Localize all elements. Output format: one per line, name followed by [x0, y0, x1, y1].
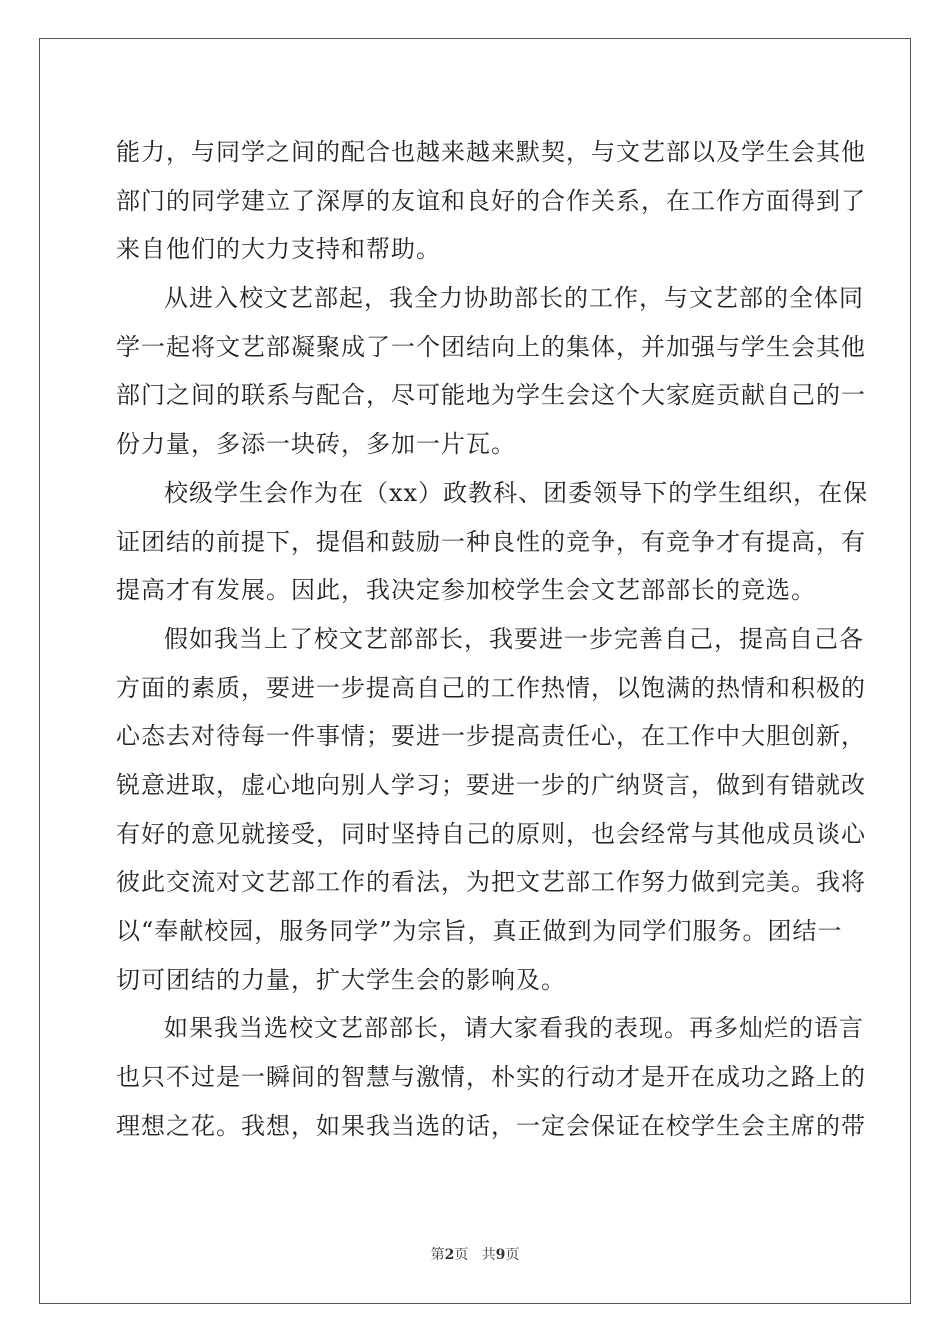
- paragraph-first-line: 从进入校文艺部起，我全力协助部长的工作，与文艺部的全体同: [164, 284, 864, 313]
- text-line: 部门之间的联系与配合，尽可能地为学生会这个大家庭贡献自己的一: [116, 381, 866, 410]
- document-body: [116, 128, 869, 1150]
- text-line: 能力，与同学之间的配合也越来越来默契，与文艺部以及学生会其他: [116, 138, 866, 166]
- text-line: 有好的意见就接受，同时坚持自己的原则，也会经常与其他成员谈心: [116, 819, 866, 848]
- text-line: 也只不过是一瞬间的智慧与激情，朴实的行动才是开在成功之路上的: [116, 1063, 866, 1092]
- text-line: 彼此交流对文艺部工作的看法，为把文艺部工作努力做到完美。我将: [116, 868, 866, 897]
- text-line: 以“奉献校园，服务同学”为宗旨，真正做到为同学们服务。团结一: [116, 917, 843, 945]
- total-pages: 9: [495, 1247, 506, 1263]
- text-line: 学一起将文艺部凝聚成了一个团结向上的集体，并加强与学生会其他: [116, 332, 866, 361]
- text-line: 理想之花。我想，如果我当选的话，一定会保证在校学生会主席的带: [116, 1111, 866, 1140]
- paragraph-first-line: 校级学生会作为在（xx）政教科、团委领导下的学生组织，在保: [164, 478, 869, 507]
- page-footer: [0, 1244, 950, 1264]
- paragraph-first-line: 如果我当选校文艺部部长，请大家看我的表现。再多灿烂的语言: [164, 1014, 864, 1043]
- text-line: 切可团结的力量，扩大学生会的影响及。: [116, 965, 566, 994]
- text-line: 份力量，多添一块砖，多加一片瓦。: [116, 430, 516, 459]
- text-line: 来自他们的大力支持和帮助。: [116, 235, 441, 264]
- page-number: 2: [444, 1247, 455, 1263]
- page-label-suffix: 页: [454, 1247, 469, 1263]
- total-label-prefix: 共: [481, 1247, 496, 1263]
- text-line: 心态去对待每一件事情；要进一步提高责任心，在工作中大胆创新，: [116, 722, 866, 751]
- text-line: 方面的素质，要进一步提高自己的工作热情，以饱满的热情和积极的: [116, 673, 866, 702]
- paragraph-first-line: 假如我当上了校文艺部部长，我要进一步完善自己，提高自己各: [164, 624, 864, 653]
- text-line: 部门的同学建立了深厚的友谊和良好的合作关系，在工作方面得到了: [116, 186, 866, 215]
- page-label-prefix: 第: [430, 1247, 445, 1263]
- total-label-suffix: 页: [505, 1247, 520, 1263]
- text-line: 证团结的前提下，提倡和鼓励一种良性的竞争，有竞争才有提高，有: [116, 527, 866, 556]
- text-line: 提高才有发展。因此，我决定参加校学生会文艺部部长的竞选。: [116, 576, 816, 605]
- text-line: 锐意进取，虚心地向别人学习；要进一步的广纳贤言，做到有错就改: [116, 770, 866, 799]
